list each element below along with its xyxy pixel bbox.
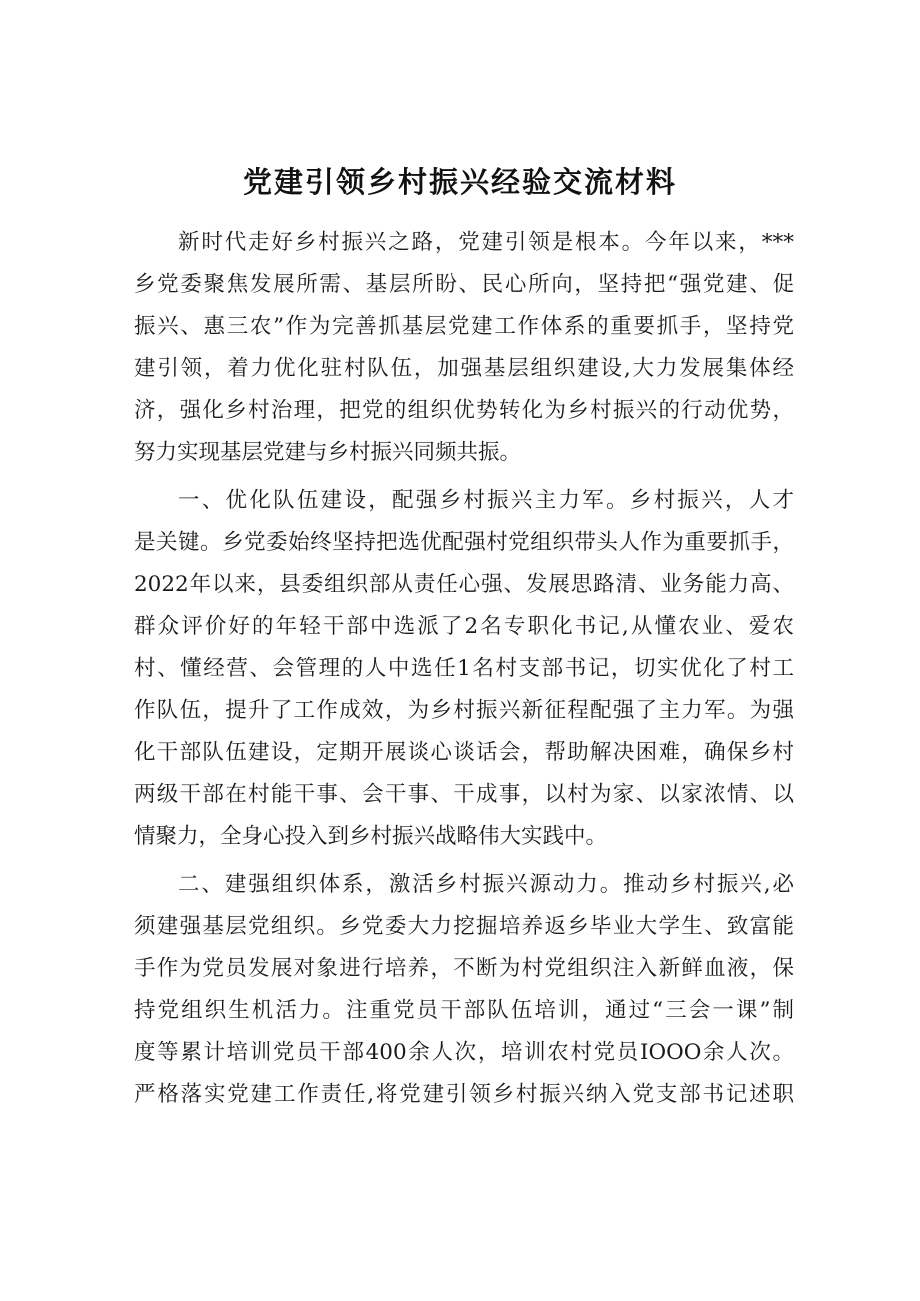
paragraph-line: 济，强化乡村治理，把党的组织优势转化为乡村振兴的行动优势，	[134, 398, 794, 423]
paragraph-line: 情聚力，全身心投入到乡村振兴战略伟大实践中。	[134, 824, 608, 849]
document-title: 党建引领乡村振兴经验交流材料	[242, 165, 677, 199]
paragraph-line: 努力实现基层党建与乡村振兴同频共振。	[134, 440, 522, 465]
paragraph-line: 乡党委聚焦发展所需、基层所盼、民心所向，坚持把“强党建、促	[134, 272, 794, 297]
paragraph-section-one	[134, 480, 794, 858]
paragraph-line: 严格落实党建工作责任,将党建引领乡村振兴纳入党支部书记述职	[134, 1082, 794, 1107]
paragraph-line: 建引领，着力优化驻村队伍，加强基层组织建设,大力发展集体经	[134, 356, 794, 381]
paragraph-line: 作队伍，提升了工作成效，为乡村振兴新征程配强了主力军。为强	[134, 698, 794, 723]
paragraph-line: 2022年以来，县委组织部从责任心强、发展思路清、业务能力高、	[134, 572, 794, 597]
paragraph-intro	[134, 222, 794, 474]
paragraph-line: 二、建强组织体系，激活乡村振兴源动力。推动乡村振兴,必	[178, 872, 794, 897]
paragraph-section-two	[134, 864, 794, 1116]
paragraph-line: 新时代走好乡村振兴之路，党建引领是根本。今年以来，***	[178, 230, 794, 255]
paragraph-line: 化干部队伍建设，定期开展谈心谈话会，帮助解决困难，确保乡村	[134, 740, 794, 765]
paragraph-line: 振兴、惠三农”作为完善抓基层党建工作体系的重要抓手，坚持党	[134, 314, 794, 339]
paragraph-line: 持党组织生机活力。注重党员干部队伍培训，通过“三会一课”制	[134, 998, 794, 1023]
paragraph-line: 村、懂经营、会管理的人中选任1名村支部书记，切实优化了村工	[134, 656, 794, 681]
paragraph-line: 手作为党员发展对象进行培养，不断为村党组织注入新鲜血液，保	[134, 956, 794, 981]
paragraph-line: 是关键。乡党委始终坚持把选优配强村党组织带头人作为重要抓手，	[134, 530, 794, 555]
paragraph-line: 度等累计培训党员干部400余人次，培训农村党员IOOO余人次。	[134, 1040, 794, 1065]
paragraph-line: 一、优化队伍建设，配强乡村振兴主力军。乡村振兴，人才	[178, 488, 794, 513]
paragraph-line: 群众评价好的年轻干部中选派了2名专职化书记,从懂农业、爱农	[134, 614, 794, 639]
paragraph-line: 两级干部在村能干事、会干事、干成事，以村为家、以家浓情、以	[134, 782, 794, 807]
paragraph-line: 须建强基层党组织。乡党委大力挖掘培养返乡毕业大学生、致富能	[134, 914, 794, 939]
